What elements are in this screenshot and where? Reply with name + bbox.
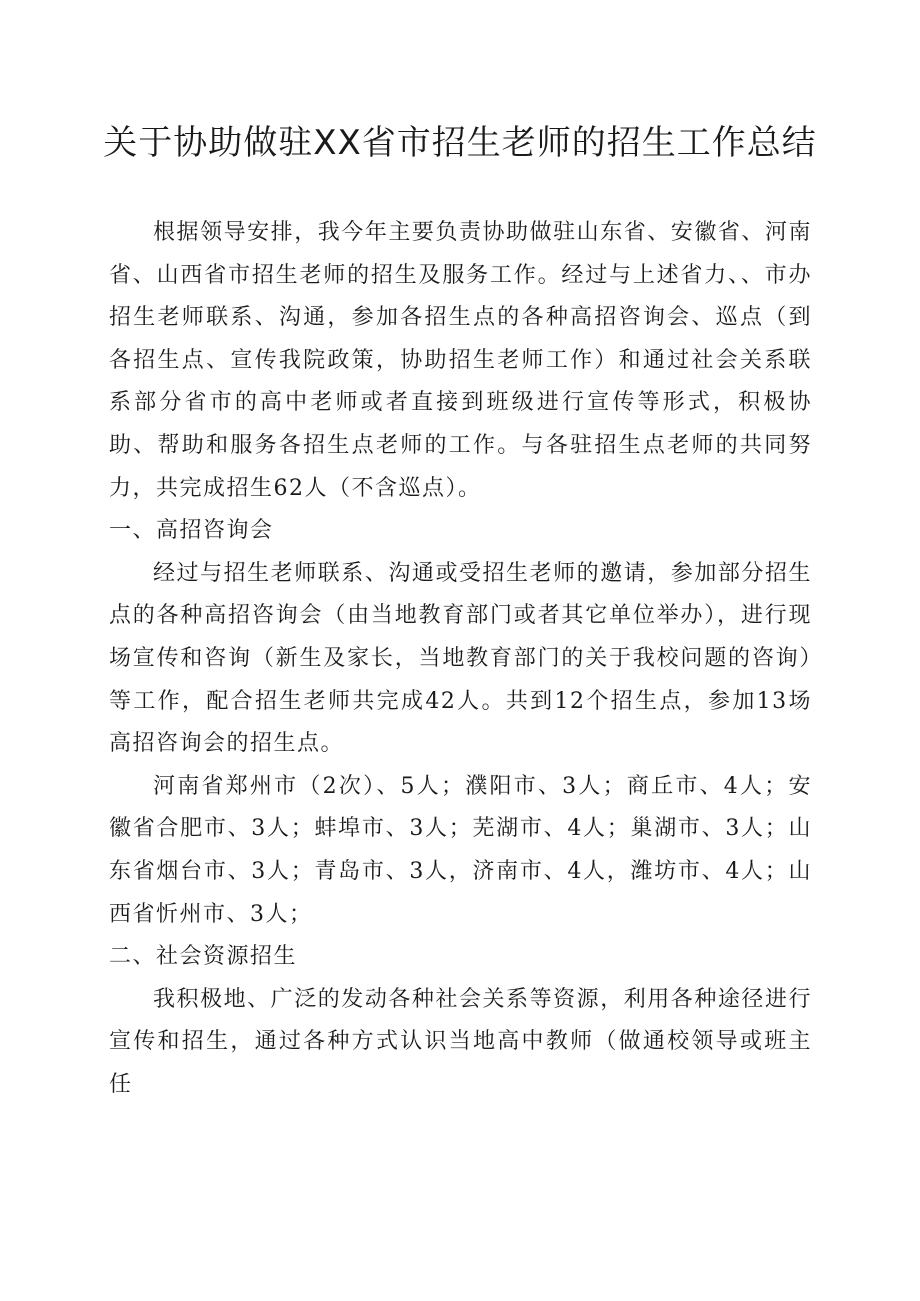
paragraph-social-resources: 我积极地、广泛的发动各种社会关系等资源，利用各种途径进行宣传和招生，通过各种方式认识当地高中教师（做通校领导或班主任 [109,986,812,1097]
section-heading-consultation: 一、高招咨询会 [109,518,274,544]
document-body [109,212,812,1106]
paragraph-intro: 根据领导安排，我今年主要负责协助做驻山东省、安徽省、河南省、山西省市招生老师的招生及服务工作。经过与上述省力、、市办招生老师联系、沟通，参加各招生点的各种高招咨询会、巡点（到各招生点、宣传我院政策，协助招生老师工作）和通过社会关系联系部分省市的高中老师或者直接到班级进行宣传等形式，积极协助、帮助和服务各招生点老师的工作。与各驻招生点老师的共同努力，共完成招生62人（不含巡点）。 [109,220,812,501]
document-title: 关于协助做驻XX省市招生老师的招生工作总结 [103,123,817,163]
section-heading-social-resources: 二、社会资源招生 [109,944,298,970]
paragraph-city-list: 河南省郑州市（2次）、5人；濮阳市、3人；商丘市、4人；安徽省合肥市、3人；蚌埠市、3人；芜湖市、4人；巢湖市、3人；山东省烟台市、3人；青岛市、3人，济南市、4人，潍坊市、4人；山西省忻州市、3人； [109,773,812,927]
paragraph-consultation: 经过与招生老师联系、沟通或受招生老师的邀请，参加部分招生点的各种高招咨询会（由当地教育部门或者其它单位举办），进行现场宣传和咨询（新生及家长，当地教育部门的关于我校问题的咨询）等工作，配合招生老师共完成42人。共到12个招生点，参加13场高招咨询会的招生点。 [109,560,812,757]
